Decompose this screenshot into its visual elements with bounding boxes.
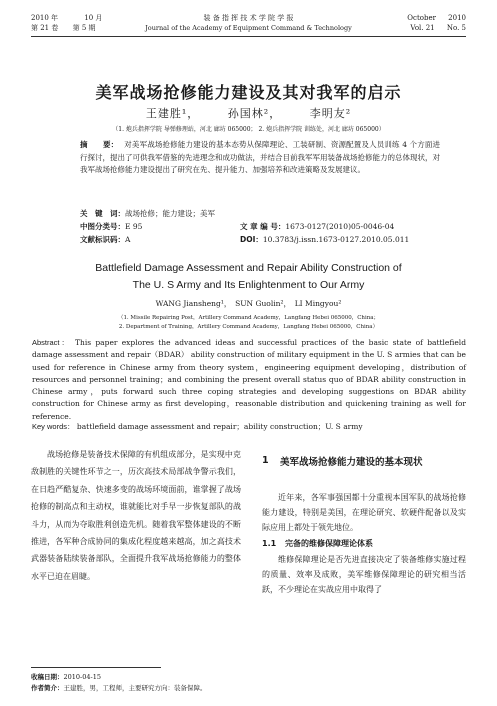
subsection-title: 完备的维修保障理论体系: [284, 539, 373, 548]
keywords-en-label: Key words：: [32, 422, 75, 431]
author-1: 王建胜¹，: [145, 107, 200, 120]
document-code: [80, 234, 130, 245]
header-month-en: October: [407, 14, 436, 22]
paper-title-en-line2: The U. S Army and Its Enlightenment to Our Army: [132, 279, 365, 291]
footnote-rule: [31, 667, 161, 668]
section-1-text: 近年来，各军事强国都十分重视本国军队的战场抢修能力建设，特别是美国，在理论研究、软硬件配备以及实际应用上都处于领先地位。: [262, 493, 466, 533]
body-left-column: 战场抢修是装备技术保障的有机组成部分，是实现中克敌制胜的关键性环节之一，历次高技术局部战争警示我们，在日趋严酷复杂、快速多变的战场环境面前，谁掌握了战场抢修的制高点和主动权，谁就能比对手早一步恢复部队的战斗力，从而为夺取胜利创造先机。随着我军整体建设的不断推进，各军种合成协同的集成化程度越来越高，加之高技术武器装备陆续装备部队，全面提升我军战场抢修能力的整体水平已迫在眉睫。: [31, 450, 241, 581]
footnote-author-bio: [31, 683, 207, 692]
author-3: 李明友²: [309, 107, 352, 120]
keywords-cn-label: 关 键 词：: [80, 209, 125, 218]
affiliations-cn: （1. 炮兵指挥学院 导弹修理站，河北 廊坊 065000； 2. 炮兵指挥学院 训练处，河北 廊坊 065000）: [112, 126, 385, 133]
author-2: 孙国林²，: [227, 107, 282, 120]
clc-number: [80, 221, 142, 232]
authors-en: WANG Jiansheng¹， SUN Guolin²， LI Mingyou²: [155, 299, 342, 308]
header-issue: 第 5 期: [72, 24, 96, 32]
header-issue-en: No. 5: [446, 24, 466, 32]
footnote-received: [31, 672, 101, 681]
document-code-value: A: [125, 235, 131, 244]
header-volume: 第 21 卷: [31, 24, 59, 32]
abstract-cn-label: 摘 要：: [80, 140, 119, 149]
article-number: [240, 221, 394, 232]
section-1-title: 美军战场抢修能力建设的基本现状: [280, 457, 423, 468]
keywords-en-text: battlefield damage assessment and repair；ability construction；U. S army: [76, 422, 363, 431]
keywords-cn: [80, 208, 215, 219]
header-year: 2010 年: [31, 14, 59, 22]
received-label: 收稿日期：: [31, 673, 64, 681]
affiliation-en-1: （1. Missile Repairing Post，Artillery Command Academy，Langfang Hebei 065000，China；: [117, 315, 380, 321]
abstract-en-text: This paper explores the advanced ideas and successful practices of the basic state of battlefield damage assessment and repair（BDAR） ability construction of military equipment in the U. S armies that can be used for reference in Chinese army from theory system，engineering equipment developing，distribution of resources and personnel training；and combining the present overall status quo of BDAR ability construction in Chinese army，puts forward such three coping strategies and developing suggestions on BDAR ability construction for Chinese army as first developing，reasonable distribution and quickening training as well for reference.: [32, 338, 466, 421]
received-date: 2010-04-15: [63, 673, 101, 681]
header-month: 10 月: [84, 14, 103, 22]
subsection-1-1-heading: [262, 538, 466, 549]
author-bio-label: 作者简介：: [31, 684, 64, 692]
clc-value: E 95: [125, 222, 143, 231]
header-journal-cn: 装 备 指 挥 技 术 学 院 学 报: [203, 14, 294, 22]
document-code-label: 文献标识码：: [80, 235, 125, 244]
affiliation-en-2: 2. Department of Training，Artillery Command Academy，Langfang Hebei 065000，China）: [118, 324, 379, 330]
clc-label: 中图分类号：: [80, 222, 125, 231]
header-volume-en: Vol. 21: [410, 24, 435, 32]
abstract-cn-text: 对美军战场抢修能力建设的基本态势从保障理论、工装研制、资源配置及人员训练 4 个方面进行探讨，提出了可供我军借鉴的先进理念和成功做法，并结合目前我军军用装备战场抢修能力的总体现状，对我军战场抢修能力建设提出了研究在先、提升能力、加强培养和改进策略及发展建议。: [80, 140, 441, 174]
doi: [240, 234, 409, 245]
keywords-cn-text: 战场抢修；能力建设；美军: [125, 209, 215, 218]
article-number-value: 1673-0127(2010)05-0046-04: [285, 222, 395, 231]
doi-label: DOI：: [240, 235, 263, 244]
section-1-number: 1: [262, 455, 269, 466]
abstract-en: [32, 337, 466, 423]
keywords-en: [32, 421, 466, 432]
abstract-en-label: Abstract：: [32, 338, 71, 347]
subsection-number: 1.1: [262, 539, 277, 548]
doi-value: 10.3783/j.issn.1673-0127.2010.05.011: [262, 235, 410, 244]
header-date-en: [407, 14, 466, 23]
paper-title-cn: 美军战场抢修能力建设及其对我军的启示: [95, 83, 402, 102]
abstract-cn: [80, 139, 440, 177]
article-number-label: 文 章 编 号：: [240, 222, 286, 231]
authors-cn: [0, 105, 497, 121]
subsection-1-1-text: 维修保障理论是否先进直接决定了装备维修实施过程的质量、效率及成败，美军维修保障理论的研究相当活跃，不少理论在实战应用中取得了: [262, 555, 466, 595]
header-rule: [31, 36, 466, 37]
header-year-en: 2010: [448, 14, 466, 22]
paper-title-en-line1: Battlefield Damage Assessment and Repair Ability Construction of: [95, 262, 402, 274]
author-bio-text: 王建胜，男，工程师，主要研究方向：装备保障。: [63, 684, 207, 692]
header-vol-no-en: [410, 24, 466, 33]
header-journal-en: Journal of the Academy of Equipment Command & Technology: [145, 24, 352, 32]
